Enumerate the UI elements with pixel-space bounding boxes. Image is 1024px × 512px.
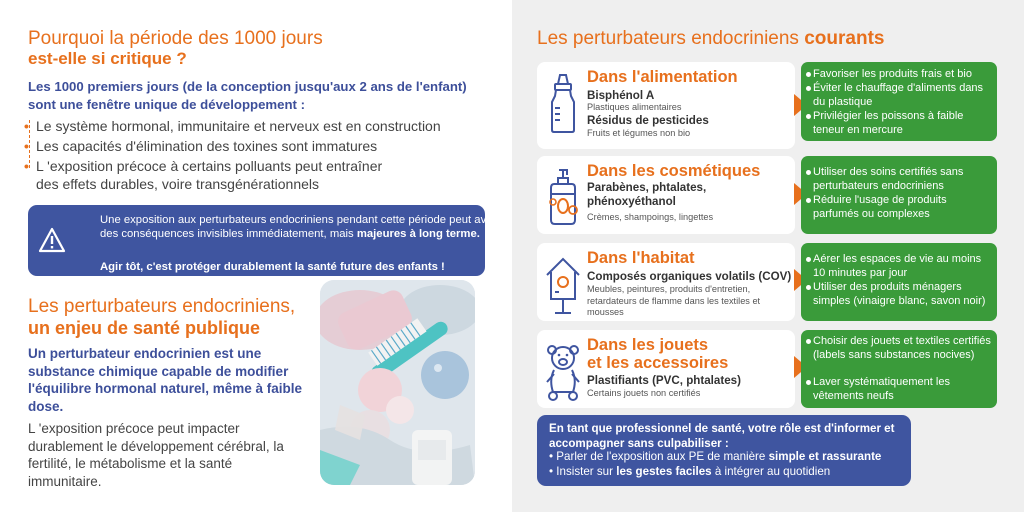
card-cosmetiques xyxy=(537,156,795,234)
substance-name: Résidus de pesticides xyxy=(587,114,709,127)
tip-item: Éviter le chauffage d'aliments dans du plastique xyxy=(813,82,984,108)
substance-name: Composés organiques volatils (COV) xyxy=(587,270,792,283)
professional-tip: • Parler de l'exposition aux PE de manière simple et rassurante xyxy=(549,450,882,463)
tip-item: Choisir des jouets et textiles certifiés (labels sans substances nocives) xyxy=(813,335,991,361)
substance-source: Crèmes, shampoings, lingettes xyxy=(587,212,714,222)
tips-box xyxy=(801,62,997,141)
bullet-icon xyxy=(806,72,811,77)
tips-box xyxy=(801,330,997,408)
professional-tip: • Insister sur les gestes faciles à intégrer au quotidien xyxy=(549,465,831,478)
substance-name: phénoxyéthanol xyxy=(587,195,676,208)
card-jouets xyxy=(537,330,795,408)
card-title: Dans l'habitat xyxy=(587,249,695,267)
teddy-bear-icon xyxy=(545,340,581,402)
bullet-icon xyxy=(806,380,811,385)
warning-cta: Agir tôt, c'est protéger durablement la santé future des enfants ! xyxy=(100,261,445,273)
bath-products-illustration xyxy=(320,280,475,485)
professional-box xyxy=(537,415,911,486)
substance-name: Parabènes, phtalates, xyxy=(587,181,707,194)
card-habitat xyxy=(537,243,795,321)
substance-source: Fruits et légumes non bio xyxy=(587,128,691,138)
warning-icon xyxy=(38,227,66,253)
definition-text: Un perturbateur endocrinien est une substance chimique capable de modifier l'équilibre hormonal naturel, même à faible dose. xyxy=(28,346,303,414)
section2-title-bold: un enjeu de santé publique xyxy=(28,318,261,338)
list-item-continued: des effets durables, voire transgénérationnels xyxy=(36,176,320,192)
tip-item: Réduire l'usage de produits parfumés ou complexes xyxy=(813,194,947,220)
substance-source: Meubles, peintures, produits d'entretien, retardateurs de flamme dans les textiles et mousses xyxy=(587,284,761,317)
card-title: Dans les cosmétiques xyxy=(587,162,761,180)
baby-bottle-icon xyxy=(545,72,581,134)
tips-box xyxy=(801,156,997,234)
bullet-icon xyxy=(806,257,811,262)
bullet-icon xyxy=(806,339,811,344)
card-title: Dans les jouets et les accessoires xyxy=(587,336,729,372)
tip-item: Favoriser les produits frais et bio xyxy=(813,68,972,80)
section-title: Pourquoi la période des 1000 jours xyxy=(28,28,323,49)
substance-source: Certains jouets non certifiés xyxy=(587,388,701,398)
section-title-bold: est-elle si critique ? xyxy=(28,49,187,68)
warning-box xyxy=(28,205,499,276)
bullet-icon xyxy=(806,170,811,175)
tip-item: Laver systématiquement les vêtements neufs xyxy=(813,376,950,402)
list-item: • Le système hormonal, immunitaire et nerveux est en construction xyxy=(24,118,441,134)
bullet-icon xyxy=(806,285,811,290)
birdhouse-icon xyxy=(545,253,581,315)
impact-text: L 'exposition précoce peut impacter durablement le développement cérébral, la fertilité, le métabolisme et la santé immunitaire. xyxy=(28,421,284,489)
substance-source: Plastiques alimentaires xyxy=(587,102,682,112)
professional-intro: En tant que professionnel de santé, votre rôle est d'informer et accompagner sans culpabiliser : xyxy=(549,422,895,450)
cosmetics-bottle-icon xyxy=(545,166,581,228)
tip-item: Aérer les espaces de vie au moins 10 minutes par jour xyxy=(813,253,982,279)
right-title: Les perturbateurs endocriniens courants xyxy=(537,28,885,49)
tip-item: Utiliser des soins certifiés sans perturbateurs endocriniens xyxy=(813,166,964,192)
card-title: Dans l'alimentation xyxy=(587,68,738,86)
tips-box xyxy=(801,243,997,321)
tip-item: Privilégier les poissons à faible teneur en mercure xyxy=(813,110,964,136)
tip-item: Utiliser des produits ménagers simples (vinaigre blanc, savon noir) xyxy=(813,281,986,307)
bullet-icon xyxy=(806,198,811,203)
substance-name: Bisphénol A xyxy=(587,89,655,102)
bullet-icon xyxy=(806,114,811,119)
list-item: • L 'exposition précoce à certains polluants peut entraîner xyxy=(24,158,383,174)
bath-products-photo xyxy=(320,280,475,485)
bullet-icon xyxy=(806,86,811,91)
list-item: • Les capacités d'élimination des toxines sont immatures xyxy=(24,138,378,154)
right-panel xyxy=(512,0,1024,512)
section2-title: Les perturbateurs endocriniens, xyxy=(28,296,296,317)
card-alimentation xyxy=(537,62,795,149)
substance-name: Plastifiants (PVC, phtalates) xyxy=(587,374,741,387)
intro-text: Les 1000 premiers jours (de la conception jusqu'aux 2 ans de l'enfant) sont une fenêtre unique de développement : xyxy=(28,79,467,112)
warning-text: Une exposition aux perturbateurs endocriniens pendant cette période peut avoir des conséquences invisibles immédiatement, mais majeures à long terme. xyxy=(100,214,499,240)
